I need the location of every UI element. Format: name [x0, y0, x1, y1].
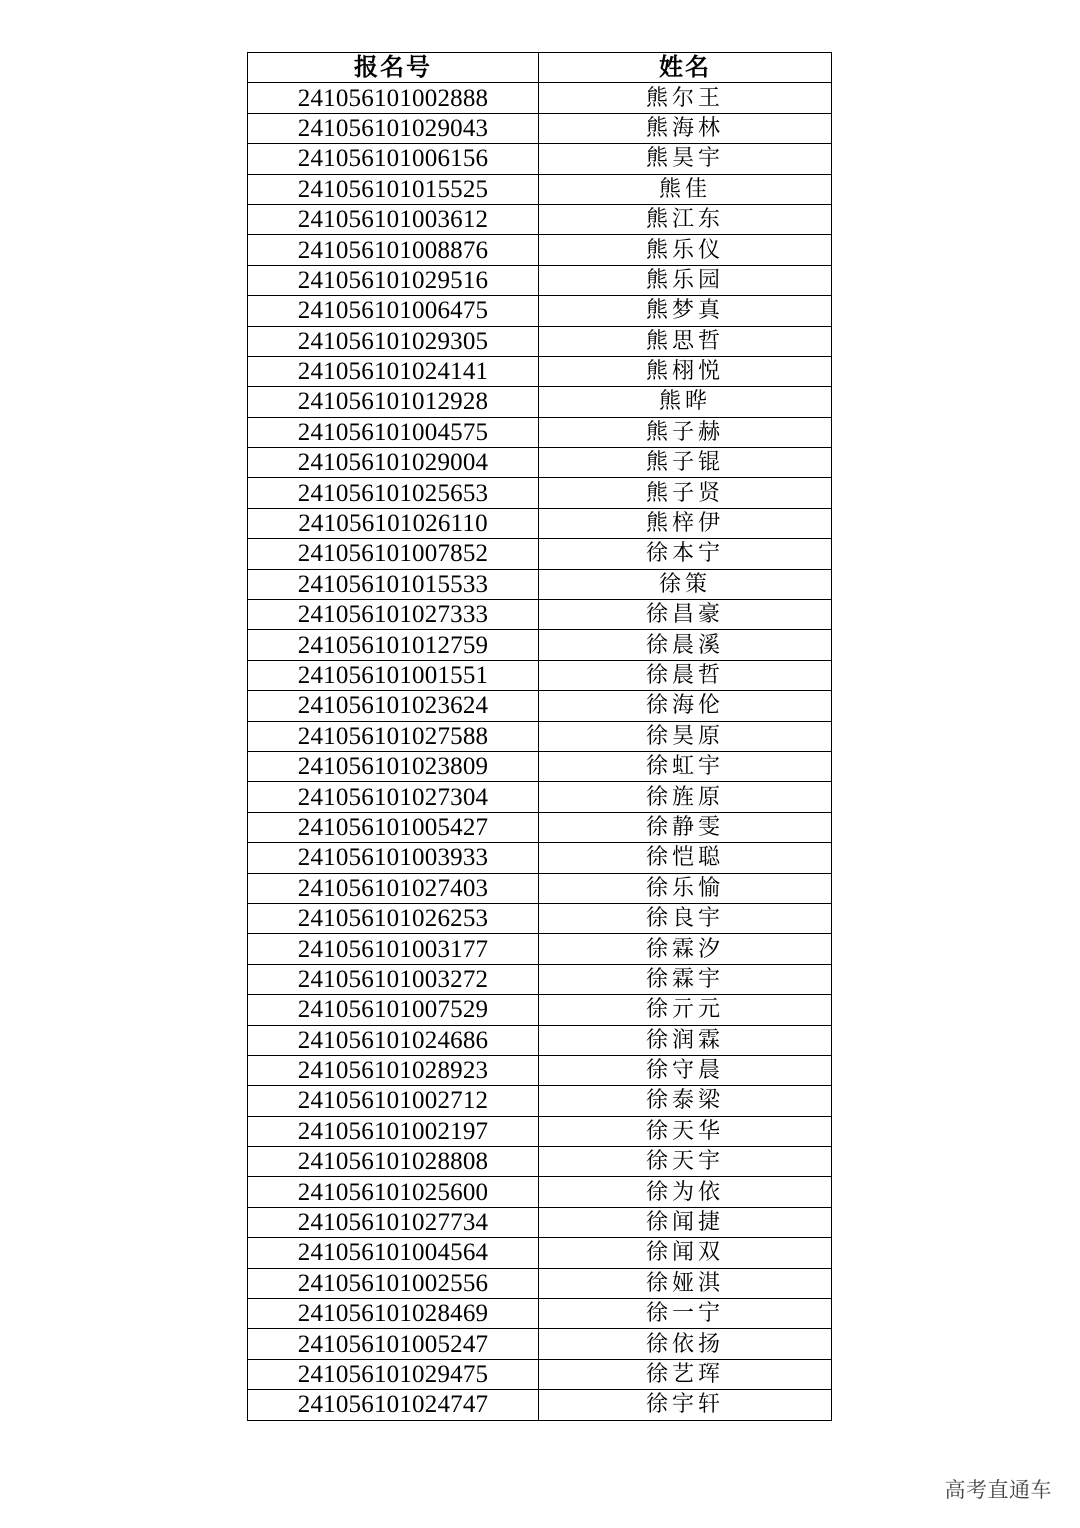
- registration-number-cell: 241056101029305: [248, 326, 539, 356]
- registration-number-cell: 241056101004575: [248, 417, 539, 447]
- table-row: [248, 1055, 832, 1085]
- student-name-cell: 徐宇轩: [539, 1390, 832, 1420]
- student-name-cell: 徐晨溪: [539, 630, 832, 660]
- table-row: [248, 1177, 832, 1207]
- student-name-cell: 徐亓元: [539, 995, 832, 1025]
- registration-number-cell: 241056101023624: [248, 691, 539, 721]
- registration-number-cell: 241056101006156: [248, 144, 539, 174]
- student-name-cell: 徐闻双: [539, 1238, 832, 1268]
- student-name-cell: 徐晨哲: [539, 660, 832, 690]
- registration-number-cell: 241056101026253: [248, 903, 539, 933]
- table-row: [248, 1329, 832, 1359]
- admission-list-table: [247, 52, 832, 1421]
- student-name-cell: 徐恺聪: [539, 843, 832, 873]
- student-name-cell: 徐旌原: [539, 782, 832, 812]
- registration-number-cell: 241056101027403: [248, 873, 539, 903]
- registration-number-cell: 241056101029043: [248, 113, 539, 143]
- registration-number-cell: 241056101028808: [248, 1147, 539, 1177]
- table-row: [248, 812, 832, 842]
- student-name-cell: 熊栩悦: [539, 356, 832, 386]
- table-row: [248, 630, 832, 660]
- registration-number-cell: 241056101025653: [248, 478, 539, 508]
- table-row: [248, 1147, 832, 1177]
- student-name-cell: 熊乐园: [539, 265, 832, 295]
- student-name-cell: 徐良宇: [539, 903, 832, 933]
- table-row: [248, 691, 832, 721]
- table-row: [248, 296, 832, 326]
- student-name-cell: 熊佳: [539, 174, 832, 204]
- table-row: [248, 903, 832, 933]
- table-row: [248, 721, 832, 751]
- table-row: [248, 326, 832, 356]
- registration-number-cell: 241056101002556: [248, 1268, 539, 1298]
- registration-number-cell: 241056101008876: [248, 235, 539, 265]
- registration-number-cell: 241056101005247: [248, 1329, 539, 1359]
- student-name-cell: 熊乐仪: [539, 235, 832, 265]
- student-name-cell: 徐霖宇: [539, 964, 832, 994]
- student-name-cell: 徐娅淇: [539, 1268, 832, 1298]
- student-name-cell: 徐乐愉: [539, 873, 832, 903]
- student-name-cell: 徐为依: [539, 1177, 832, 1207]
- student-name-cell: 徐闻捷: [539, 1207, 832, 1237]
- registration-number-cell: 241056101027304: [248, 782, 539, 812]
- table-row: [248, 508, 832, 538]
- registration-number-cell: 241056101012759: [248, 630, 539, 660]
- student-name-cell: 熊子贤: [539, 478, 832, 508]
- student-name-cell: 徐守晨: [539, 1055, 832, 1085]
- student-name-cell: 熊梦真: [539, 296, 832, 326]
- registration-number-cell: 241056101023809: [248, 751, 539, 781]
- table-row: [248, 83, 832, 113]
- student-name-cell: 熊子锟: [539, 448, 832, 478]
- registration-number-cell: 241056101004564: [248, 1238, 539, 1268]
- registration-number-cell: 241056101024141: [248, 356, 539, 386]
- registration-number-cell: 241056101029004: [248, 448, 539, 478]
- table-row: [248, 265, 832, 295]
- registration-number-cell: 241056101028469: [248, 1299, 539, 1329]
- student-name-cell: 熊梓伊: [539, 508, 832, 538]
- registration-number-cell: 241056101007852: [248, 539, 539, 569]
- student-name-cell: 徐昊原: [539, 721, 832, 751]
- student-name-cell: 熊晔: [539, 387, 832, 417]
- table-row: [248, 1025, 832, 1055]
- table-row: [248, 934, 832, 964]
- registration-number-cell: 241056101003272: [248, 964, 539, 994]
- table-row: [248, 995, 832, 1025]
- table-row: [248, 1116, 832, 1146]
- header-registration-number: 报名号: [248, 53, 539, 83]
- table-row: [248, 113, 832, 143]
- registration-number-cell: 241056101027588: [248, 721, 539, 751]
- table-row: [248, 1268, 832, 1298]
- table-row: [248, 1299, 832, 1329]
- student-name-cell: 徐依扬: [539, 1329, 832, 1359]
- student-name-cell: 熊江东: [539, 204, 832, 234]
- source-watermark: 高考直通车: [944, 1478, 1052, 1502]
- registration-number-cell: 241056101024747: [248, 1390, 539, 1420]
- registration-number-cell: 241056101003933: [248, 843, 539, 873]
- student-name-cell: 徐艺珲: [539, 1359, 832, 1389]
- registration-number-cell: 241056101015533: [248, 569, 539, 599]
- table-row: [248, 660, 832, 690]
- registration-number-cell: 241056101029516: [248, 265, 539, 295]
- registration-number-cell: 241056101029475: [248, 1359, 539, 1389]
- registration-number-cell: 241056101015525: [248, 174, 539, 204]
- student-name-cell: 徐泰梁: [539, 1086, 832, 1116]
- student-name-cell: 熊子赫: [539, 417, 832, 447]
- table-row: [248, 569, 832, 599]
- table-row: [248, 144, 832, 174]
- student-name-cell: 熊思哲: [539, 326, 832, 356]
- student-name-cell: 熊尔王: [539, 83, 832, 113]
- registration-number-cell: 241056101025600: [248, 1177, 539, 1207]
- table-row: [248, 1086, 832, 1116]
- student-name-cell: 徐天华: [539, 1116, 832, 1146]
- table-body: [248, 83, 832, 1420]
- table-row: [248, 235, 832, 265]
- table-row: [248, 1238, 832, 1268]
- student-name-cell: 徐昌豪: [539, 600, 832, 630]
- registration-number-cell: 241056101002888: [248, 83, 539, 113]
- registration-number-cell: 241056101002197: [248, 1116, 539, 1146]
- table-row: [248, 600, 832, 630]
- student-name-cell: 徐静雯: [539, 812, 832, 842]
- table-row: [248, 843, 832, 873]
- student-name-cell: 徐霖汐: [539, 934, 832, 964]
- table-row: [248, 539, 832, 569]
- registration-number-cell: 241056101028923: [248, 1055, 539, 1085]
- table-row: [248, 448, 832, 478]
- registration-number-cell: 241056101012928: [248, 387, 539, 417]
- registration-number-cell: 241056101024686: [248, 1025, 539, 1055]
- student-name-cell: 徐润霖: [539, 1025, 832, 1055]
- table-row: [248, 751, 832, 781]
- registration-number-cell: 241056101003177: [248, 934, 539, 964]
- table-row: [248, 417, 832, 447]
- table-row: [248, 387, 832, 417]
- student-name-cell: 徐虹宇: [539, 751, 832, 781]
- student-name-cell: 徐本宁: [539, 539, 832, 569]
- table-row: [248, 356, 832, 386]
- student-name-cell: 徐一宁: [539, 1299, 832, 1329]
- registration-number-cell: 241056101002712: [248, 1086, 539, 1116]
- header-name: 姓名: [539, 53, 832, 83]
- student-name-cell: 熊海林: [539, 113, 832, 143]
- table-header-row: [248, 53, 832, 83]
- registration-number-cell: 241056101005427: [248, 812, 539, 842]
- student-name-cell: 徐天宇: [539, 1147, 832, 1177]
- table-row: [248, 873, 832, 903]
- table-row: [248, 204, 832, 234]
- table-row: [248, 1359, 832, 1389]
- registration-number-cell: 241056101007529: [248, 995, 539, 1025]
- registration-number-cell: 241056101003612: [248, 204, 539, 234]
- table-row: [248, 1390, 832, 1420]
- student-name-cell: 熊昊宇: [539, 144, 832, 174]
- table-row: [248, 782, 832, 812]
- registration-number-cell: 241056101006475: [248, 296, 539, 326]
- registration-number-cell: 241056101001551: [248, 660, 539, 690]
- student-name-cell: 徐海伦: [539, 691, 832, 721]
- table-row: [248, 174, 832, 204]
- registration-number-cell: 241056101027734: [248, 1207, 539, 1237]
- registration-number-cell: 241056101027333: [248, 600, 539, 630]
- table-row: [248, 1207, 832, 1237]
- table-row: [248, 964, 832, 994]
- table-row: [248, 478, 832, 508]
- student-name-cell: 徐策: [539, 569, 832, 599]
- registration-number-cell: 241056101026110: [248, 508, 539, 538]
